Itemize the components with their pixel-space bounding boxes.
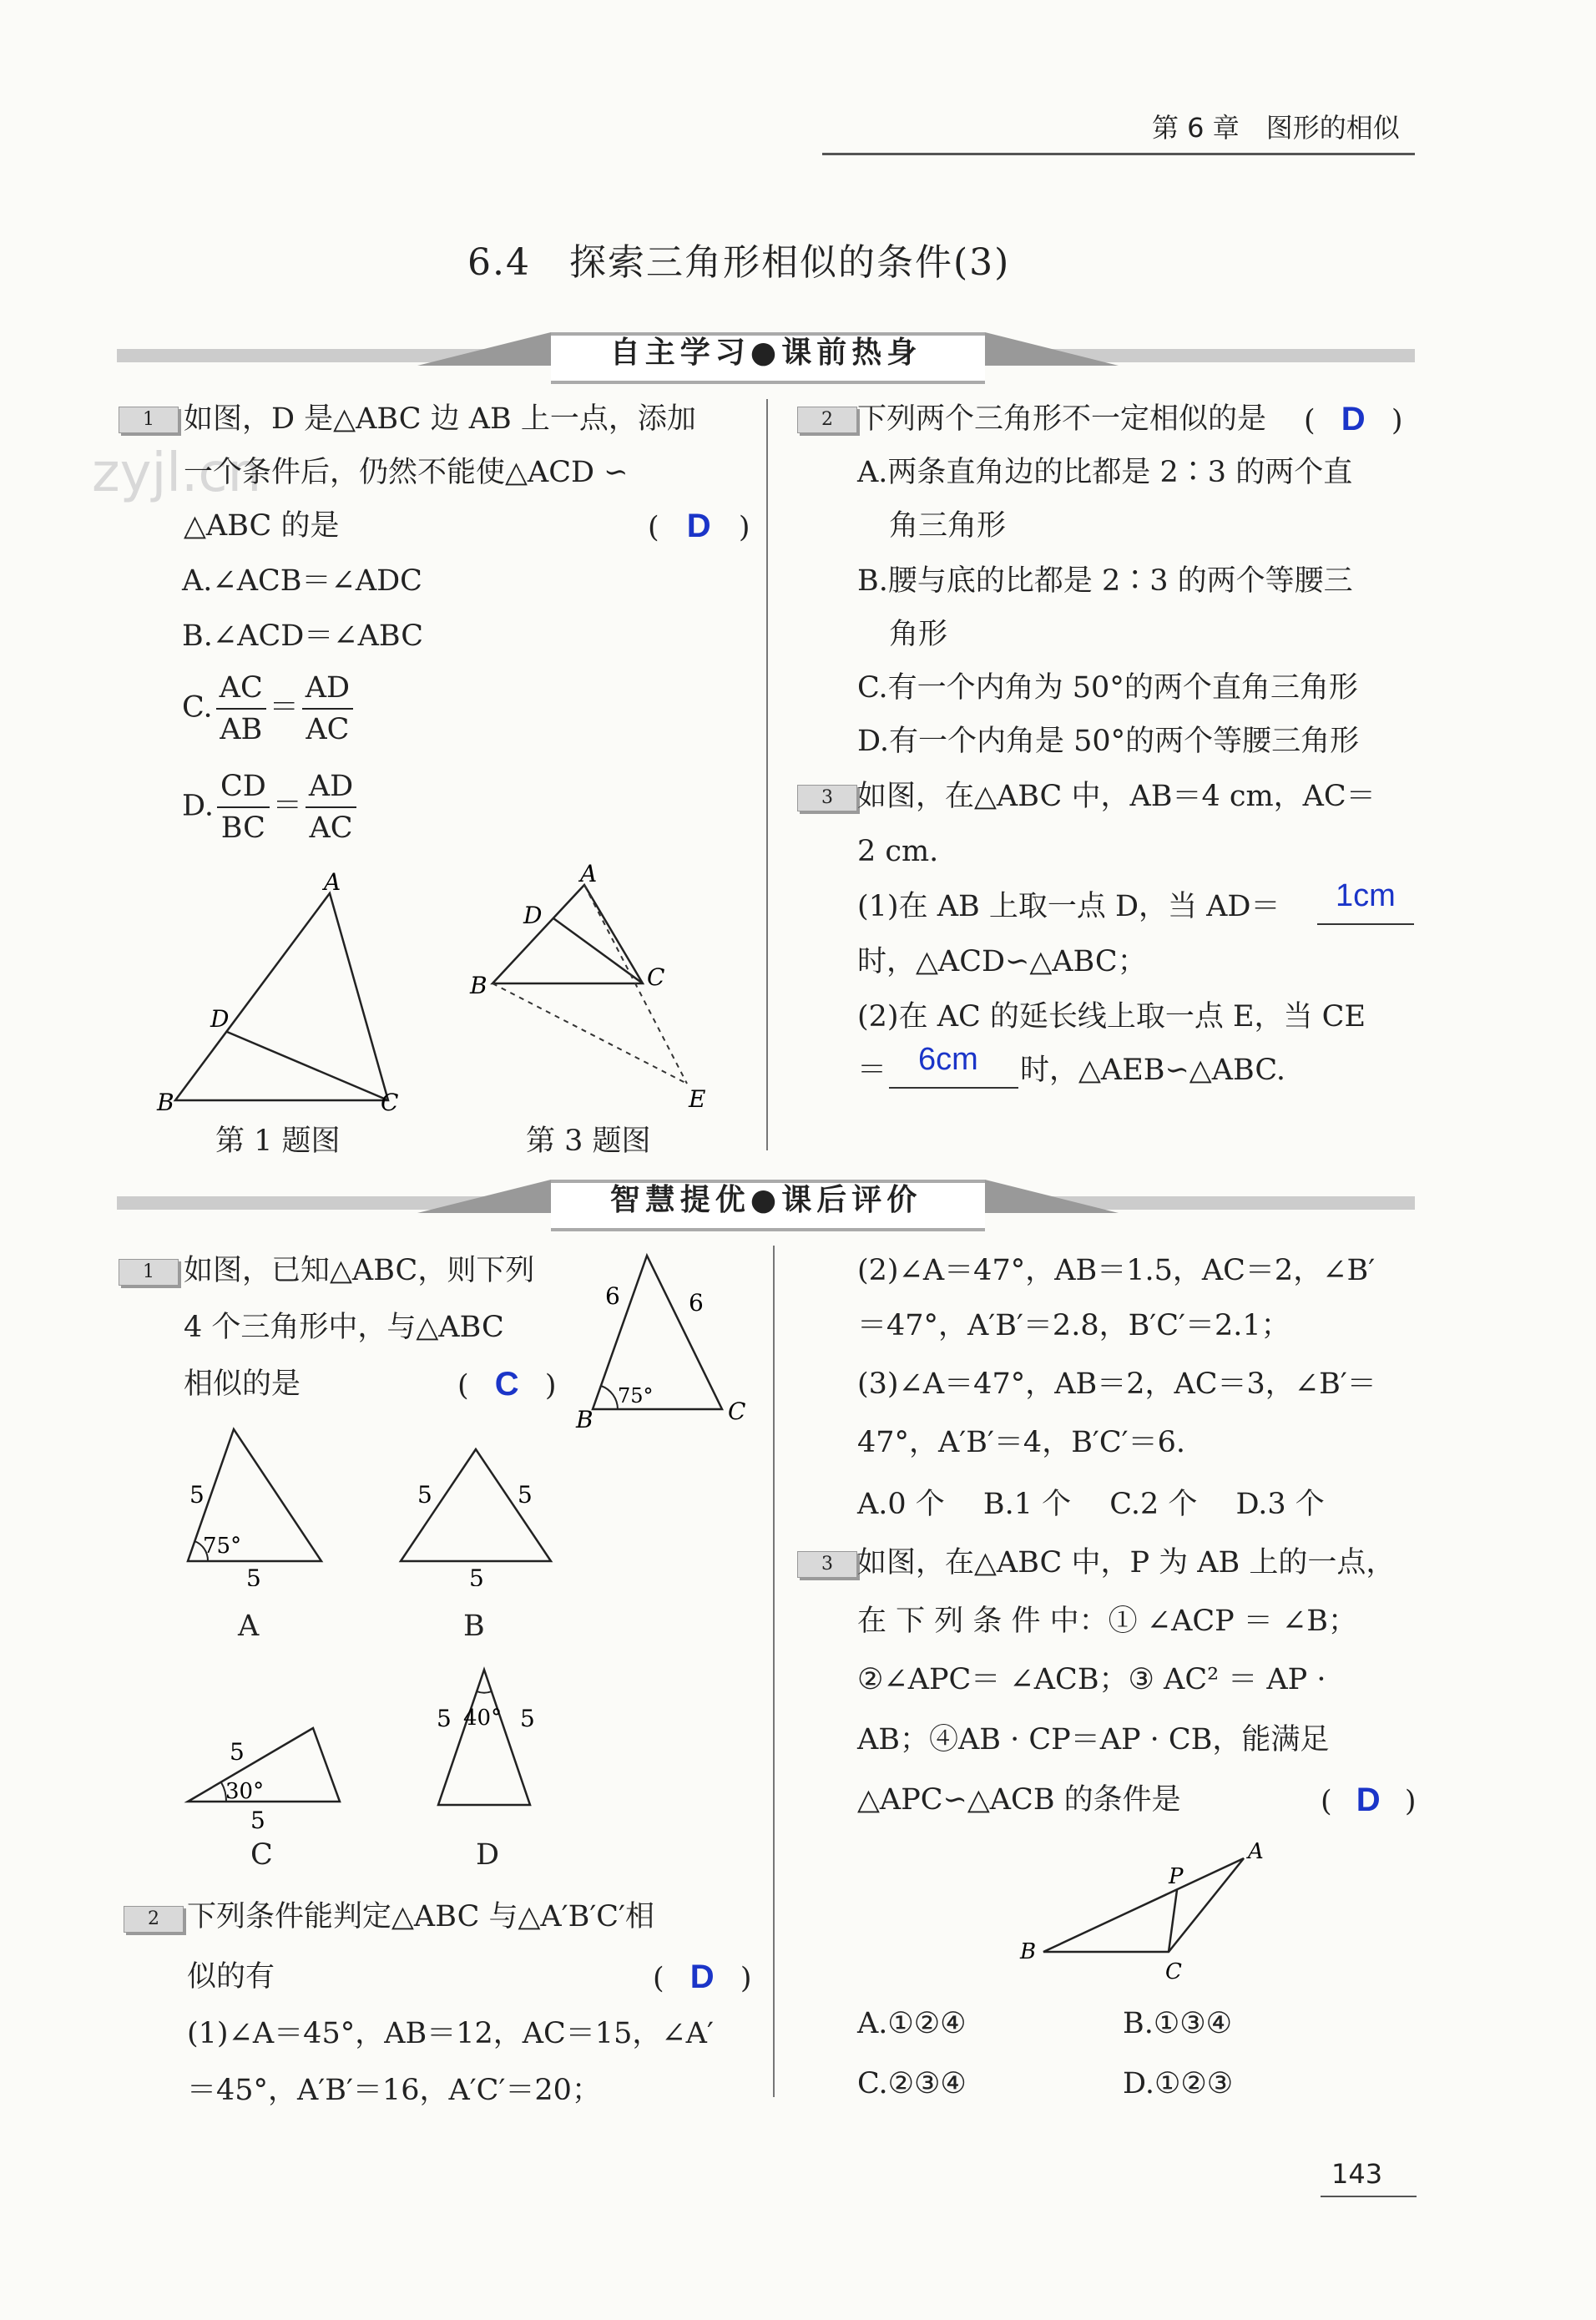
- s2-q2-cond3-line2: 47°，A′B′＝4，B′C′＝6.: [857, 1426, 1185, 1459]
- s1-q3-blank2: [889, 1087, 1018, 1089]
- question-number: 3: [797, 785, 857, 811]
- s2-q2-line2: 似的有: [187, 1960, 275, 1994]
- s2-q3-option-a: A.①②④: [857, 2007, 967, 2040]
- angle-arc: [601, 1386, 618, 1409]
- s1-q2-answer-bracket: [1304, 392, 1402, 447]
- angle-label: 75°: [203, 1534, 242, 1559]
- s2-q3-line5: △APC∽△ACB 的条件是: [857, 1783, 1181, 1817]
- question-number: 2: [797, 407, 857, 433]
- option-c-label: C.: [182, 690, 213, 725]
- s1-q3-answer2: 6cm: [918, 1042, 978, 1077]
- section-banner-warmup: [117, 326, 1415, 384]
- header-rule: [822, 153, 1415, 155]
- page-title: 6.4 探索三角形相似的条件(3): [467, 241, 1011, 284]
- page-number: 143: [1331, 2158, 1383, 2190]
- segment-dc: [553, 918, 643, 983]
- s2-q1-main-figure: [568, 1244, 768, 1436]
- question-number: 2: [124, 1906, 184, 1933]
- s1-q1-line1: 如图，D 是△ABC 边 AB 上一点，添加: [184, 402, 696, 436]
- s2-q3-line3: ②∠APC＝ ∠ACB；③ AC² ＝ AP ·: [857, 1663, 1326, 1696]
- label-a: A: [580, 860, 598, 887]
- denominator: AC: [306, 713, 350, 746]
- paren-left: (: [1321, 1785, 1332, 1818]
- s1-q3-line4: 时，△ACD∽△ABC；: [857, 945, 1147, 978]
- numerator: CD: [217, 766, 270, 808]
- s2-q1-line2: 4 个三角形中，与△ABC: [184, 1311, 504, 1344]
- s1-q2-option-c: C.有一个内角为 50°的两个直角三角形: [857, 671, 1358, 705]
- angle-label: 40°: [463, 1706, 503, 1731]
- s2-q2-options: A.0 个 B.1 个 C.2 个 D.3 个: [857, 1488, 1325, 1521]
- side-label: 6: [689, 1289, 704, 1317]
- label-b: B: [576, 1406, 593, 1433]
- triangle-abc: [593, 1256, 722, 1409]
- label-c: C: [728, 1398, 746, 1425]
- label-c: C: [381, 1089, 399, 1116]
- s2-q1-line1: 如图，已知△ABC，则下列: [184, 1254, 535, 1287]
- angle-label: 75°: [618, 1384, 654, 1408]
- banner-label: 智慧提优●课后评价: [609, 1183, 922, 1217]
- label-c: C: [647, 963, 665, 991]
- s2-q3-option-d: D.①②③: [1123, 2067, 1234, 2100]
- question-number: 1: [119, 407, 179, 433]
- paren-right: ): [1404, 1785, 1417, 1818]
- s2-q3-option-c: C.②③④: [857, 2067, 967, 2100]
- side-label: 5: [250, 1807, 265, 1834]
- side-label: 5: [437, 1705, 452, 1732]
- watermark: zyjl.cn: [92, 442, 262, 504]
- s1-q2-option-b-line2: 角形: [889, 618, 948, 651]
- s1-q1-line2: 一个条件后，仍然不能使△ACD ∽: [184, 456, 629, 489]
- label-a: A: [324, 868, 341, 896]
- s1-q2-option-a-line1: A.两条直角边的比都是 2∶3 的两个直: [857, 456, 1353, 489]
- chapter-header: 第 6 章 图形的相似: [1152, 112, 1400, 144]
- numerator: AD: [302, 668, 353, 710]
- s1-q3-line3: (1)在 AB 上取一点 D，当 AD＝: [857, 890, 1280, 923]
- equals: ＝: [269, 690, 299, 725]
- denominator: AC: [309, 811, 353, 845]
- fraction: [302, 668, 353, 750]
- side-label: 5: [469, 1564, 484, 1586]
- s1-q2-option-a-line2: 角三角形: [889, 509, 1007, 543]
- denominator: AB: [220, 713, 263, 746]
- s2-q3-figure: [1010, 1837, 1277, 1987]
- paren-left: (: [1304, 404, 1316, 437]
- s1-q3-line5: (2)在 AC 的延长线上取一点 E，当 CE: [857, 1000, 1366, 1034]
- s1-q1-option-d: [182, 766, 360, 848]
- figure-1-triangle: [150, 868, 426, 1119]
- side-label: 5: [520, 1705, 535, 1732]
- figure-3-triangle: [463, 860, 739, 1110]
- s2-q1-figure-b-label: B: [463, 1610, 485, 1643]
- dashed-be: [492, 983, 687, 1084]
- label-b: B: [470, 972, 487, 999]
- s2-q1-figure-c: [179, 1711, 363, 1837]
- side-label: 5: [417, 1481, 432, 1509]
- answer-mark: D: [1356, 1782, 1381, 1818]
- s1-q1-line3: △ABC 的是: [184, 509, 340, 543]
- label-c: C: [1165, 1959, 1182, 1984]
- s1-q1-option-b: B.∠ACD＝∠ABC: [182, 619, 424, 653]
- triangle-abc: [1043, 1858, 1244, 1952]
- denominator: BC: [220, 811, 265, 845]
- s2-q2-cond3-line1: (3)∠A＝47°，AB＝2，AC＝3，∠B′＝: [857, 1367, 1376, 1401]
- fraction: [306, 766, 356, 848]
- figure-1-caption: 第 1 题图: [215, 1125, 341, 1158]
- paren-left: (: [457, 1369, 469, 1403]
- s1-q2-option-b-line1: B.腰与底的比都是 2∶3 的两个等腰三: [857, 564, 1353, 598]
- s2-q3-line2: 在 下 列 条 件 中：① ∠ACP ＝ ∠B；: [857, 1605, 1357, 1638]
- s1-q1-option-a: A.∠ACB＝∠ADC: [182, 564, 422, 598]
- s2-q2-cond2-line2: ＝47°，A′B′＝2.8，B′C′＝2.1；: [857, 1309, 1290, 1342]
- s2-q3-line4: AB；④AB · CP＝AP · CB，能满足: [857, 1723, 1330, 1756]
- side-label: 5: [189, 1481, 205, 1509]
- triangle-abc: [492, 885, 643, 983]
- s2-q1-answer-bracket: [457, 1357, 556, 1413]
- option-d-label: D.: [182, 789, 214, 823]
- paren-right: ): [1391, 404, 1403, 437]
- s1-q3-line6b: 时，△AEB∽△ABC.: [1020, 1054, 1286, 1087]
- s2-q1-figure-a-label: A: [238, 1610, 260, 1643]
- column-divider-top: [766, 399, 768, 1150]
- s2-q2-cond1-line2: ＝45°，A′B′＝16，A′C′＝20；: [187, 2074, 601, 2107]
- numerator: AC: [216, 668, 266, 710]
- label-b: B: [1020, 1939, 1037, 1964]
- footer-rule: [1321, 2196, 1417, 2197]
- s1-q3-line6a: ＝: [857, 1054, 887, 1087]
- triangle-abc: [175, 893, 388, 1100]
- s2-q3-option-b: B.①③④: [1123, 2007, 1232, 2040]
- label-d: D: [523, 902, 543, 929]
- figure-3-caption: 第 3 题图: [526, 1125, 651, 1158]
- fraction: [216, 668, 266, 750]
- paren-left: (: [648, 511, 659, 544]
- answer-mark: D: [1341, 401, 1366, 437]
- s2-q2-cond1-line1: (1)∠A＝45°，AB＝12，AC＝15，∠A′: [187, 2017, 714, 2050]
- answer-mark: D: [689, 1959, 715, 1995]
- section-banner-review: [117, 1173, 1415, 1231]
- label-e: E: [689, 1085, 706, 1110]
- question-number: 3: [797, 1551, 857, 1578]
- side-label: 5: [518, 1481, 533, 1509]
- label-p: P: [1169, 1864, 1184, 1889]
- angle-label: 30°: [225, 1779, 265, 1804]
- side-label: 5: [230, 1738, 245, 1766]
- s2-q1-figure-b: [392, 1419, 559, 1586]
- banner-label: 自主学习●课前热身: [609, 336, 922, 370]
- answer-mark: D: [686, 508, 711, 544]
- s2-q1-figure-d-label: D: [476, 1838, 500, 1872]
- fraction: [217, 766, 270, 848]
- paren-left: (: [653, 1962, 664, 1995]
- s1-q3-line2: 2 cm.: [857, 835, 939, 868]
- label-d: D: [210, 1005, 230, 1033]
- s1-q3-blank1: [1317, 923, 1414, 925]
- s1-q2-option-d: D.有一个内角是 50°的两个等腰三角形: [857, 725, 1360, 758]
- question-number: 1: [119, 1259, 179, 1286]
- s2-q3-line1: 如图，在△ABC 中，P 为 AB 上的一点，: [857, 1546, 1396, 1580]
- label-b: B: [157, 1089, 174, 1116]
- answer-mark: C: [494, 1366, 519, 1403]
- angle-arc: [477, 1691, 492, 1693]
- column-divider-bottom: [773, 1246, 775, 2097]
- s2-q1-figure-a: [171, 1419, 338, 1586]
- paren-right: ): [738, 511, 750, 544]
- triangle: [438, 1670, 530, 1805]
- paren-right: ): [740, 1962, 752, 1995]
- s1-q3-line1: 如图，在△ABC 中，AB＝4 cm，AC＝: [857, 780, 1376, 813]
- s1-q2-stem: 下列两个三角形不一定相似的是: [857, 402, 1267, 436]
- segment-dc: [227, 1032, 388, 1100]
- s2-q3-answer-bracket: [1321, 1773, 1416, 1828]
- s2-q2-answer-bracket: [653, 1950, 751, 2005]
- side-label: 6: [605, 1282, 620, 1310]
- s2-q1-figure-d: [422, 1661, 555, 1828]
- equals: ＝: [272, 789, 302, 823]
- s2-q1-line3: 相似的是: [184, 1367, 301, 1401]
- s1-q1-answer-bracket: [648, 499, 750, 554]
- s2-q1-figure-c-label: C: [250, 1838, 273, 1872]
- s2-q2-line1: 下列条件能判定△ABC 与△A′B′C′相: [187, 1900, 655, 1933]
- label-a: A: [1248, 1839, 1264, 1864]
- s2-q2-cond2-line1: (2)∠A＝47°，AB＝1.5，AC＝2，∠B′: [857, 1254, 1376, 1287]
- paren-right: ): [544, 1369, 557, 1403]
- s1-q1-option-c: [182, 668, 356, 750]
- side-label: 5: [246, 1564, 261, 1586]
- numerator: AD: [306, 766, 356, 808]
- s1-q3-answer1: 1cm: [1336, 878, 1396, 913]
